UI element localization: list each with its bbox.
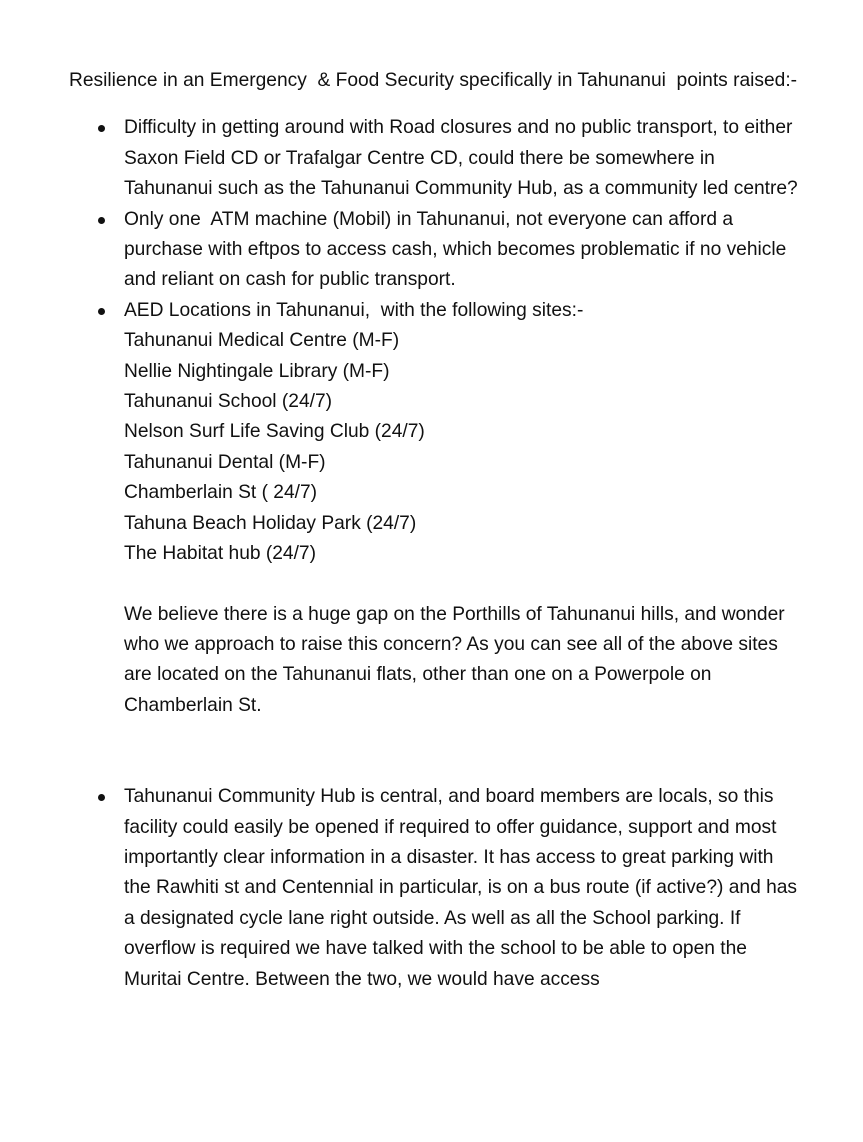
paragraph-spacer	[124, 721, 803, 782]
aed-site-list	[124, 326, 803, 569]
aed-site: Nellie Nightingale Library (M-F)	[124, 360, 390, 382]
aed-site: Tahuna Beach Holiday Park (24/7)	[124, 512, 417, 534]
bullet-community-hub	[69, 782, 803, 995]
bullet-transport	[69, 113, 803, 204]
intro-paragraph: Resilience in an Emergency & Food Security specifically in Tahunanui points raised:-	[69, 70, 798, 91]
bullet-text: Tahunanui Community Hub is central, and board members are locals, so this facility could easily be opened if required to offer guidance, support and most importantly clear information in a disaster. It has access to great parking with the Rawhiti st and Centennial in particular, is on a bus route (if active?) and has a designated cycle lane right outside. As well as all the School parking. If overflow is required we have talked with the school to be able to open the Muritai Centre. Between the two, we would have access	[124, 786, 803, 990]
aed-site: Chamberlain St ( 24/7)	[124, 482, 318, 504]
bullet-text: Only one ATM machine (Mobil) in Tahunanui, not everyone can afford a purchase with eftpos to access cash, which becomes problematic if no vehicle and reliant on cash for public transport.	[124, 208, 792, 291]
aed-site: Tahunanui Medical Centre (M-F)	[124, 330, 400, 352]
porthills-gap-paragraph: We believe there is a huge gap on the Porthills of Tahunanui hills, and wonder who we approach to raise this concern? As you can see all of the above sites are located on the Tahunanui flats, other than one on a Powerpole on Chamberlain St.	[124, 603, 790, 716]
aed-site: Tahunanui Dental (M-F)	[124, 451, 326, 473]
bullet-list	[69, 113, 803, 995]
bullet-text: AED Locations in Tahunanui, with the following sites:-	[124, 299, 584, 321]
aed-site: Nelson Surf Life Saving Club (24/7)	[124, 421, 425, 443]
bullet-dot-icon	[98, 794, 105, 801]
aed-site: The Habitat hub (24/7)	[124, 543, 316, 565]
bullet-dot-icon	[98, 217, 105, 224]
bullet-aed-locations	[69, 296, 803, 782]
bullet-atm	[69, 205, 803, 296]
bullet-text: Difficulty in getting around with Road closures and no public transport, to either Saxon Field CD or Trafalgar Centre CD, could there be somewhere in Tahunanui such as the Tahunanui Community Hub, as a community led centre?	[124, 117, 798, 200]
aed-site: Tahunanui School (24/7)	[124, 391, 333, 413]
bullet-dot-icon	[98, 125, 105, 132]
bullet-dot-icon	[98, 308, 105, 315]
